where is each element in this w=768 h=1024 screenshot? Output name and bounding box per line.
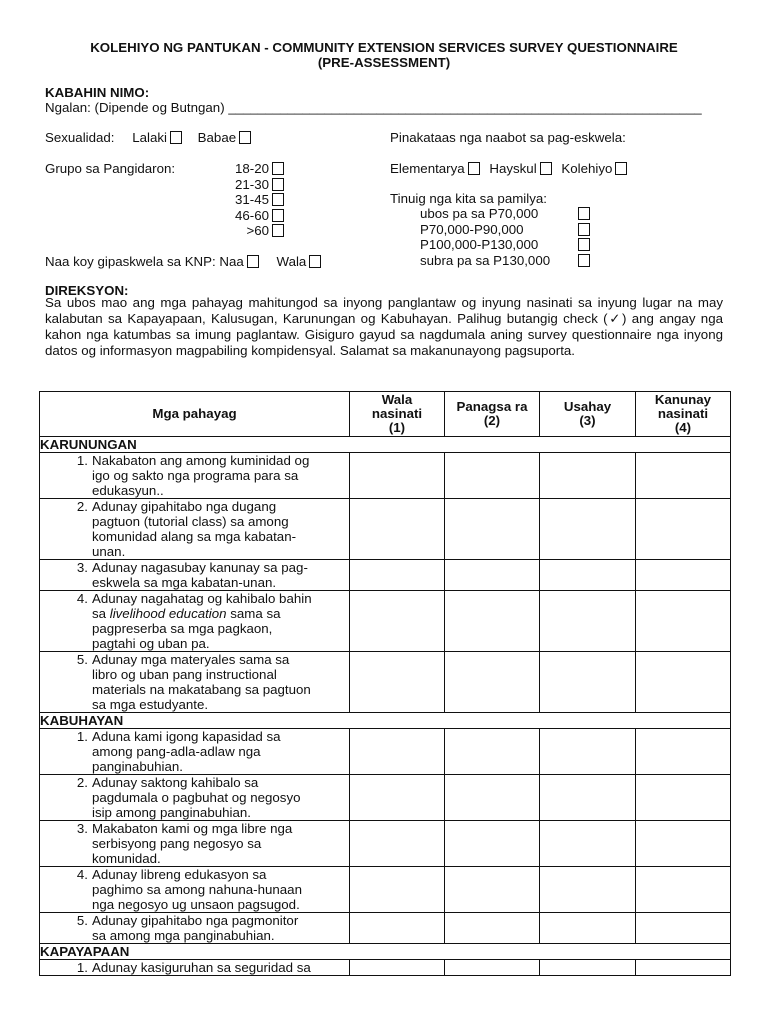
income-range-label: P70,000-P90,000 [420,221,524,237]
item-number: 5. [76,913,88,928]
name-field[interactable]: Ngalan: (Dipende og Butngan) ________________________________________________________________ [45,100,702,115]
table-row [40,453,731,499]
item-text-line: Adunay gipahitabo nga pagmonitor [92,913,299,928]
col-2-header [445,392,540,437]
rating-cell-2[interactable] [445,867,540,913]
section-title: KABUHAYAN [40,713,731,729]
item-number: 5. [76,652,88,667]
income-range-label: ubos pa sa P70,000 [420,206,539,221]
item-number: 2. [76,499,88,514]
table-row [40,821,731,867]
sex-male-checkbox[interactable] [170,131,182,144]
rating-cell-2[interactable] [445,775,540,821]
item-number: 1. [76,453,88,468]
table-row [40,499,731,560]
item-number: 1. [76,960,88,975]
knp-yes-checkbox[interactable] [247,255,259,268]
item-text-line: edukasyun.. [92,483,164,498]
sex-male-label: Lalaki [132,130,167,145]
rating-cell-2[interactable] [445,560,540,591]
section-row [40,944,731,960]
rating-cell-3[interactable] [540,591,636,652]
edu-college-checkbox[interactable] [615,162,627,175]
age-range-label: 46-60 [234,207,269,223]
rating-cell-4[interactable] [636,775,731,821]
rating-cell-1[interactable] [350,499,445,560]
col-statement-header: Mga pahayag [40,392,350,437]
rating-cell-4[interactable] [636,453,731,499]
col-header-line: nasinati [657,406,709,421]
item-text-line: pagdumala o pagbuhat og negosyo [92,790,301,805]
rating-cell-1[interactable] [350,775,445,821]
rating-cell-1[interactable] [350,560,445,591]
item-text [92,499,349,559]
rating-cell-2[interactable] [445,913,540,944]
col-header-line: Panagsa ra [456,399,528,414]
knp-yes-label: Naa koy gipaskwela sa KNP: Naa [45,254,244,269]
statement-cell [40,453,350,499]
rating-cell-2[interactable] [445,652,540,713]
rating-cell-1[interactable] [350,913,445,944]
table-row [40,867,731,913]
item-text-line: Adunay saktong kahibalo sa [92,775,259,790]
item-text-line: Adunay gipahitabo nga dugang [92,499,277,514]
statement-cell [40,775,350,821]
age-checkbox[interactable] [272,178,284,191]
table-row [40,960,731,976]
item-number: 4. [76,591,88,606]
item-text-line: igo og sakto nga programa para sa [92,468,299,483]
age-range-label: 18-20 [234,161,269,176]
table-row [40,729,731,775]
table-header-row [40,392,731,437]
item-text-line: sa among mga panginabuhian. [92,928,275,943]
edu-hs-label: Hayskul [489,161,537,176]
item-text-line: Adunay mga materyales sama sa [92,652,290,667]
rating-cell-1[interactable] [350,867,445,913]
section-row [40,437,731,453]
table-row [40,652,731,713]
item-text-line: among pang-adla-adlaw nga [92,744,261,759]
col-3-header [540,392,636,437]
statement-cell [40,499,350,560]
item-text [92,913,349,943]
rating-cell-1[interactable] [350,960,445,976]
rating-cell-2[interactable] [445,499,540,560]
item-number: 2. [76,775,88,790]
rating-cell-2[interactable] [445,960,540,976]
item-text-line: Adunay kasiguruhan sa seguridad sa [92,960,311,975]
rating-cell-4[interactable] [636,652,731,713]
income-option [420,206,595,222]
rating-cell-4[interactable] [636,960,731,976]
section-title: KAPAYAPAAN [40,944,731,960]
item-text-line: serbisyong pang negosyo sa [92,836,262,851]
age-checkbox[interactable] [272,193,284,206]
rating-cell-2[interactable] [445,453,540,499]
form-title: KOLEHIYO NG PANTUKAN - COMMUNITY EXTENSION SERVICES SURVEY QUESTIONNAIRE [90,40,678,55]
income-option [420,237,595,253]
item-number: 3. [76,560,88,575]
sex-row [45,130,251,145]
section-row [40,713,731,729]
rating-cell-3[interactable] [540,499,636,560]
age-option [210,161,284,177]
rating-cell-3[interactable] [540,453,636,499]
income-range-label: subra pa sa P130,000 [420,252,551,268]
col-header-line: nasinati [371,406,423,421]
rating-cell-4[interactable] [636,729,731,775]
col-header-line: Kanunay [654,392,712,407]
income-option [420,253,595,269]
income-label: Tinuig nga kita sa pamilya: [390,191,547,206]
item-text-line: isip among panginabuhian. [92,805,251,820]
item-text-line: eskwela sa mga kabatan-unan. [92,575,277,590]
item-text [92,453,349,498]
income-range-label: P100,000-P130,000 [420,237,539,252]
sex-female-checkbox[interactable] [239,131,251,144]
item-text-line: libro og uban pang instructional [92,667,277,682]
rating-cell-3[interactable] [540,652,636,713]
rating-cell-1[interactable] [350,729,445,775]
rating-cell-1[interactable] [350,821,445,867]
section-title: KARUNUNGAN [40,437,731,453]
income-checkbox[interactable] [578,207,590,220]
item-text-line: Adunay nagasubay kanunay sa pag- [92,560,308,575]
col-header-line: Wala [381,392,413,407]
col-header-line: (2) [483,413,501,428]
statement-cell [40,867,350,913]
item-number: 3. [76,821,88,836]
knp-no-checkbox[interactable] [309,255,321,268]
education-row [390,161,627,176]
item-text [92,821,349,866]
rating-cell-3[interactable] [540,913,636,944]
age-option [210,177,284,193]
income-checkbox[interactable] [578,238,590,251]
form-subtitle: (PRE-ASSESSMENT) [317,55,451,70]
item-text-line: sa livelihood education sama sa [92,606,281,621]
col-1-header [350,392,445,437]
table-row [40,775,731,821]
statement-cell [40,591,350,652]
statement-cell [40,960,350,976]
rating-cell-3[interactable] [540,775,636,821]
statement-cell [40,913,350,944]
item-text [92,560,349,590]
income-options [420,206,595,268]
age-options [210,161,284,239]
item-text-line: materials na makatabang sa pagtuon [92,682,311,697]
item-text-line: Adunay libreng edukasyon sa [92,867,267,882]
col-4-header [636,392,731,437]
edu-elem-label: Elementarya [390,161,465,176]
rating-cell-3[interactable] [540,729,636,775]
item-text-line: Nakabaton ang among kuminidad og [92,453,310,468]
rating-cell-3[interactable] [540,560,636,591]
age-range-label: >60 [246,223,269,238]
item-text-line: sa mga estudyante. [92,697,209,712]
item-text-line: pagtahi og uban pa. [92,636,210,651]
income-option [420,222,595,238]
rating-cell-3[interactable] [540,960,636,976]
item-text-line: pagtuon (tutorial class) sa among [92,514,289,529]
survey-table [39,391,731,976]
profile-heading: KABAHIN NIMO: [45,85,150,100]
rating-cell-2[interactable] [445,729,540,775]
age-label: Grupo sa Pangidaron: [45,161,176,176]
knp-no-label: Wala [276,254,307,269]
item-text-line: nga negosyo ug unsaon pagsugod. [92,897,300,912]
rating-cell-1[interactable] [350,652,445,713]
item-text-line: komunidad alang sa mga kabatan- [92,529,297,544]
rating-cell-3[interactable] [540,867,636,913]
item-text-line: komunidad. [92,851,161,866]
col-header-line: (1) [388,420,406,435]
col-header-line: Usahay [563,399,612,414]
knp-row [45,254,321,269]
income-checkbox[interactable] [578,254,590,267]
col-header-line: (4) [674,420,692,435]
rating-cell-4[interactable] [636,591,731,652]
age-range-label: 21-30 [234,176,269,192]
age-option [210,223,284,239]
rating-cell-1[interactable] [350,453,445,499]
statement-cell [40,652,350,713]
sex-female-label: Babae [197,130,237,145]
item-text-line: Aduna kami igong kapasidad sa [92,729,281,744]
rating-cell-4[interactable] [636,867,731,913]
rating-cell-3[interactable] [540,821,636,867]
item-text-line: Adunay nagahatag og kahibalo bahin [92,591,312,606]
directions-heading: DIREKSYON: [45,283,129,298]
rating-cell-1[interactable] [350,591,445,652]
sex-label: Sexualidad: [45,130,115,145]
edu-elem-checkbox[interactable] [468,162,480,175]
rating-cell-4[interactable] [636,560,731,591]
age-range-label: 31-45 [234,192,269,207]
item-text [92,775,349,820]
statement-cell [40,560,350,591]
item-text-line: paghimo sa among nahuna-hunaan [92,882,302,897]
item-text [92,591,349,651]
item-text-line: panginabuhian. [92,759,183,774]
age-checkbox[interactable] [272,224,284,237]
item-number: 1. [76,729,88,744]
statement-cell [40,729,350,775]
table-row [40,591,731,652]
edu-college-label: Kolehiyo [561,161,613,176]
item-text-line: unan. [92,544,126,559]
income-checkbox[interactable] [578,223,590,236]
age-option [210,192,284,208]
col-header-line: (3) [579,413,596,428]
rating-cell-2[interactable] [445,591,540,652]
edu-hs-checkbox[interactable] [540,162,552,175]
item-text-line: Makabaton kami og mga libre nga [92,821,293,836]
rating-cell-2[interactable] [445,821,540,867]
item-number: 4. [76,867,88,882]
item-text [92,729,349,774]
rating-cell-4[interactable] [636,913,731,944]
item-text [92,867,349,912]
rating-cell-4[interactable] [636,821,731,867]
item-text-line: pagpreserba sa mga pagkaon, [92,621,273,636]
item-text [92,960,349,975]
age-option [210,208,284,224]
table-row [40,560,731,591]
item-text [92,652,349,712]
rating-cell-4[interactable] [636,499,731,560]
education-label: Pinakataas nga naabot sa pag-eskwela: [390,130,626,145]
table-row [40,913,731,944]
directions-text: Sa ubos mao ang mga pahayag mahitungod sa inyong panglantaw og inyung nasinati sa inyung lugar na may kalabutan sa Kapayapaan, Kalusugan, Karunungan og Kabuhayan. Palihug butangig check (✓) ang angay nga kahon nga katumbas sa imung paglantaw. Gisiguro gayud sa nagdumala aning survey questionnaire nga inyong datos og informasyon magpabiling kompidensyal. Salamat sa makanunayong pagsuporta. [45,295,723,358]
age-checkbox[interactable] [272,162,284,175]
age-checkbox[interactable] [272,209,284,222]
statement-cell [40,821,350,867]
